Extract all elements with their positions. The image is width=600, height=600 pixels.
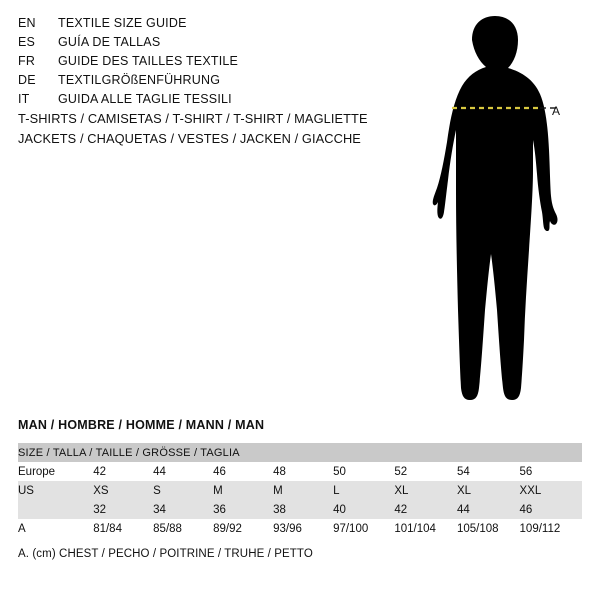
cell: 44 xyxy=(153,462,213,481)
row-label: US xyxy=(18,481,93,500)
cell: M xyxy=(213,481,273,500)
table-header-row xyxy=(18,443,582,462)
size-table xyxy=(18,443,582,538)
cell: 48 xyxy=(273,462,333,481)
language-row xyxy=(18,73,348,92)
cell: 36 xyxy=(213,500,273,519)
language-row xyxy=(18,35,348,54)
cell: 50 xyxy=(333,462,394,481)
language-code: IT xyxy=(18,92,30,106)
cell: 42 xyxy=(394,500,457,519)
cell: 81/84 xyxy=(93,519,153,538)
language-code: EN xyxy=(18,16,36,30)
cell: XS xyxy=(93,481,153,500)
cell: 93/96 xyxy=(273,519,333,538)
language-code: DE xyxy=(18,73,36,87)
language-list xyxy=(18,16,348,111)
row-label xyxy=(18,500,93,519)
cell: 109/112 xyxy=(520,519,582,538)
language-code: ES xyxy=(18,35,36,49)
language-code: FR xyxy=(18,54,36,68)
table-row xyxy=(18,519,582,538)
cell: M xyxy=(273,481,333,500)
language-row xyxy=(18,16,348,35)
cell: 32 xyxy=(93,500,153,519)
language-row xyxy=(18,54,348,73)
table-section-title: MAN / HOMBRE / HOMME / MANN / MAN xyxy=(18,418,265,432)
category-list xyxy=(18,111,418,151)
male-body-silhouette-icon xyxy=(400,10,600,410)
cell: 105/108 xyxy=(457,519,520,538)
cell: 46 xyxy=(520,500,582,519)
row-label: Europe xyxy=(18,462,93,481)
cell: XL xyxy=(394,481,457,500)
table-row xyxy=(18,462,582,481)
language-row xyxy=(18,92,348,111)
cell: 34 xyxy=(153,500,213,519)
language-title: GUIDA ALLE TAGLIE TESSILI xyxy=(58,92,232,106)
language-title: TEXTILE SIZE GUIDE xyxy=(58,16,187,30)
cell: 54 xyxy=(457,462,520,481)
language-title: GUÍA DE TALLAS xyxy=(58,35,161,49)
cell: 89/92 xyxy=(213,519,273,538)
cell: L xyxy=(333,481,394,500)
category-tshirts: T-SHIRTS / CAMISETAS / T-SHIRT / T-SHIRT / MAGLIETTE xyxy=(18,111,368,126)
table-header-label: SIZE / TALLA / TAILLE / GRÖSSE / TAGLIA xyxy=(18,443,582,462)
cell: 40 xyxy=(333,500,394,519)
language-title: TEXTILGRÖßENFÜHRUNG xyxy=(58,73,221,87)
cell: 97/100 xyxy=(333,519,394,538)
cell: 38 xyxy=(273,500,333,519)
cell: S xyxy=(153,481,213,500)
row-label: A xyxy=(18,519,93,538)
cell: 46 xyxy=(213,462,273,481)
cell: XXL xyxy=(520,481,582,500)
body-figure xyxy=(400,10,600,410)
category-jackets: JACKETS / CHAQUETAS / VESTES / JACKEN / GIACCHE xyxy=(18,131,361,146)
cell: 52 xyxy=(394,462,457,481)
table-row xyxy=(18,500,582,519)
language-title: GUIDE DES TAILLES TEXTILE xyxy=(58,54,239,68)
cell: 44 xyxy=(457,500,520,519)
measure-label-a: A xyxy=(552,104,561,118)
cell: 42 xyxy=(93,462,153,481)
cell: 85/88 xyxy=(153,519,213,538)
table-footnote: A. (cm) CHEST / PECHO / POITRINE / TRUHE / PETTO xyxy=(18,548,313,560)
table-row xyxy=(18,481,582,500)
cell: XL xyxy=(457,481,520,500)
cell: 56 xyxy=(520,462,582,481)
cell: 101/104 xyxy=(394,519,457,538)
